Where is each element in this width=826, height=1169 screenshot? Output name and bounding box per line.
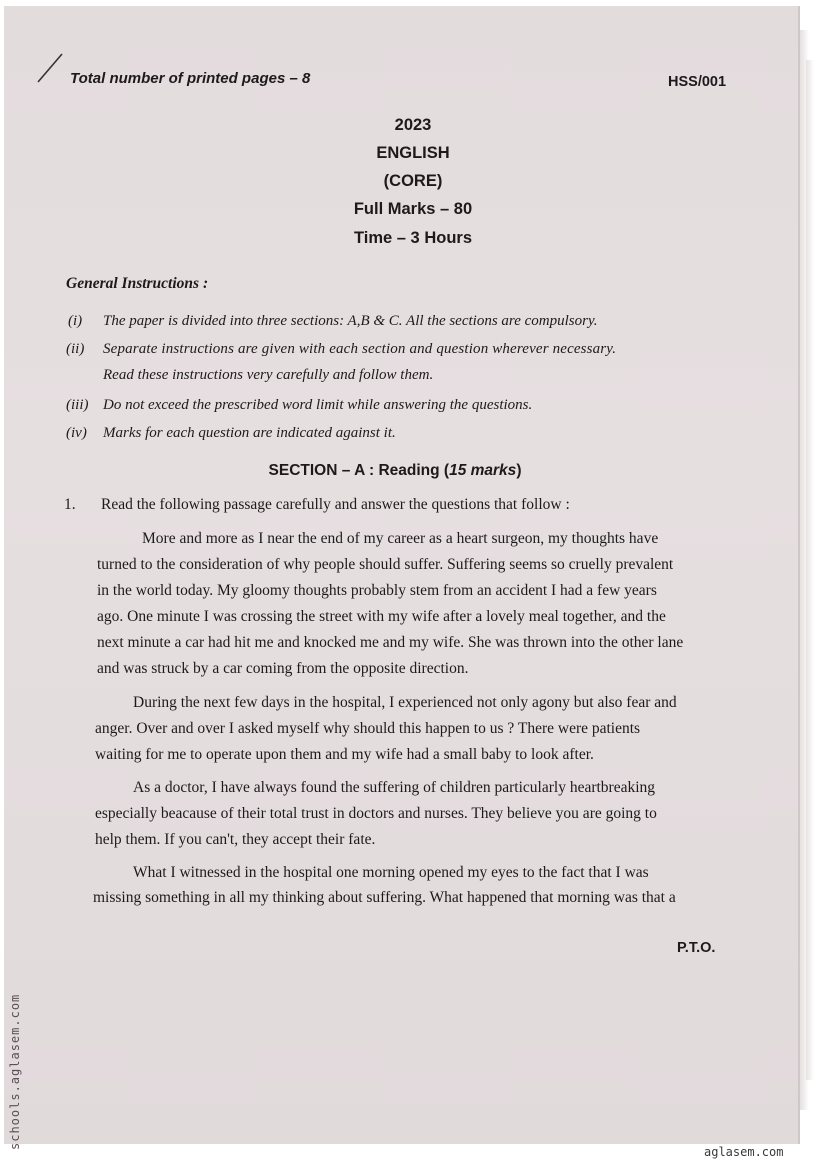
passage-line: missing something in all my thinking about suffering. What happened that morning was that a [93,889,676,906]
please-turn-over: P.T.O. [677,940,716,956]
section-a-heading [0,462,790,480]
exam-type: (CORE) [383,172,443,190]
instruction-text: Marks for each question are indicated against it. [103,425,396,441]
exam-time: Time – 3 Hours [354,229,472,247]
instruction-text: Do not exceed the prescribed word limit while answering the questions. [103,397,533,413]
section-a-marks: 15 marks [449,462,517,479]
exam-year: 2023 [394,116,432,134]
instruction-number: (iv) [66,425,87,441]
instruction-text: The paper is divided into three sections: A,B & C. All the sections are compulsory. [103,313,598,329]
instruction-number: (iii) [66,397,89,413]
total-pages-label: Total number of printed pages – 8 [70,70,311,87]
instruction-text: Read these instructions very carefully and follow them. [103,367,434,383]
general-instructions-heading: General Instructions : [66,275,209,292]
side-watermark: schools.aglasem.com [8,993,22,1150]
bottom-watermark: aglasem.com [704,1145,784,1159]
passage-line: As a doctor, I have always found the suffering of children particularly heartbreaking [133,779,656,796]
question-text: Read the following passage carefully and answer the questions that follow : [101,496,570,513]
passage-line: What I witnessed in the hospital one morning opened my eyes to the fact that I was [133,864,649,881]
passage-line: especially beacause of their total trust in doctors and nurses. They believe you are going to [95,805,657,822]
paper-code: HSS/001 [668,74,727,90]
passage-line: in the world today. My gloomy thoughts probably stem from an accident I had a few years [97,582,657,599]
full-marks: Full Marks – 80 [353,200,473,218]
passage-line: More and more as I near the end of my career as a heart surgeon, my thoughts have [142,530,659,547]
section-a-suffix: ) [516,462,522,479]
section-a-title: SECTION – A : Reading ( [268,462,450,479]
instruction-number: (i) [68,313,83,329]
instruction-number: (ii) [66,341,85,357]
passage-line: and was struck by a car coming from the opposite direction. [97,660,469,677]
pen-mark-icon [36,52,66,86]
passage-line: help them. If you can't, they accept their fate. [95,831,376,848]
passage-line: turned to the consideration of why people should suffer. Suffering seems so cruelly prevalent [97,556,674,573]
passage-line: During the next few days in the hospital, I experienced not only agony but also fear and [133,694,677,711]
instruction-text: Separate instructions are given with each section and question wherever necessary. [103,341,617,357]
passage-line: anger. Over and over I asked myself why should this happen to us ? There were patients [95,720,641,737]
passage-line: next minute a car had hit me and knocked me and my wife. She was thrown into the other lane [97,634,684,651]
exam-subject: ENGLISH [376,144,450,162]
passage-line: waiting for me to operate upon them and my wife had a small baby to look after. [95,746,594,763]
question-number: 1. [64,496,76,513]
passage-line: ago. One minute I was crossing the street with my wife after a lovely meal together, and the [97,608,666,625]
